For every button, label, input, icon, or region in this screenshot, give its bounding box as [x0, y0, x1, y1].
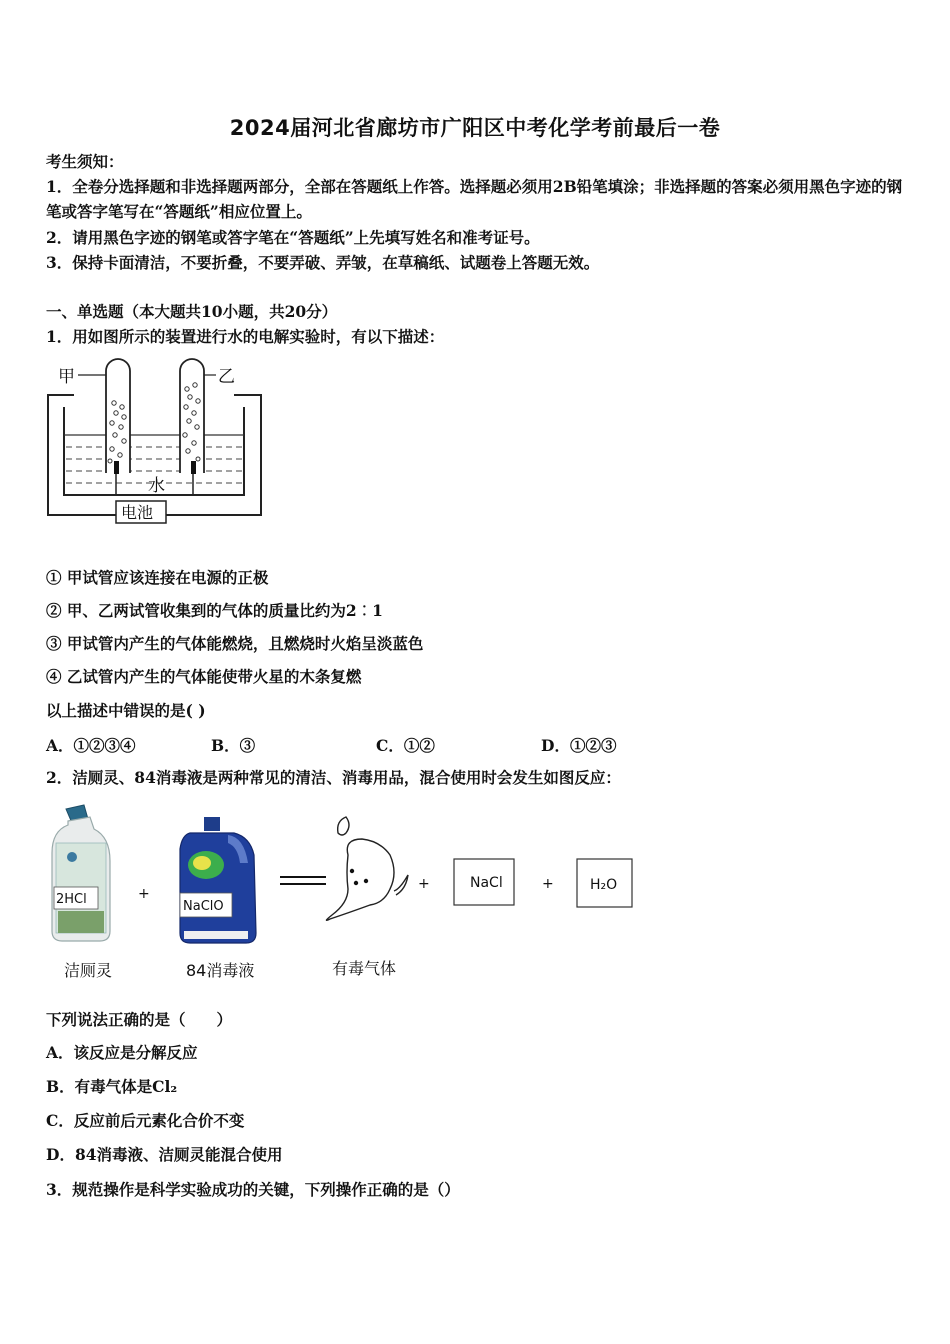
q1-stem: 1．用如图所示的装置进行水的电解实验时，有以下描述： [46, 327, 445, 346]
q2-option-b[interactable]: B．有毒气体是Cl₂ [46, 1077, 178, 1096]
toxic-gas-drawing [326, 817, 408, 920]
water-label: H₂O [590, 877, 618, 893]
caption-toilet-cleaner: 洁厕灵 [64, 961, 113, 980]
q2-ask: 下列说法正确的是（ ） [46, 1010, 233, 1029]
page-title: 2024届河北省廊坊市广阳区中考化学考前最后一卷 [229, 116, 721, 140]
q3-stem: 3．规范操作是科学实验成功的关键，下列操作正确的是（） [46, 1180, 460, 1199]
q1-option-d[interactable]: D．①②③ [541, 736, 617, 755]
right-electrode [191, 461, 196, 474]
notice-item-3: 3．保持卡面清洁，不要折叠，不要弄破、弄皱，在草稿纸、试题卷上答题无效。 [46, 253, 600, 272]
bottle2-formula: NaClO [183, 899, 224, 914]
label-battery: 电池 [121, 503, 154, 522]
nacl-label: NaCl [470, 875, 503, 891]
q1-statement-1: ① 甲试管应该连接在电源的正极 [46, 568, 269, 587]
q1-ask: 以上描述中错误的是( ) [46, 701, 206, 720]
q1-option-b[interactable]: B．③ [211, 736, 256, 755]
q1-option-c[interactable]: C．①② [376, 736, 435, 755]
section-heading: 一、单选题（本大题共10小题，共20分） [46, 302, 338, 321]
caption-disinfectant: 84消毒液 [186, 961, 255, 980]
label-yi: 乙 [218, 367, 235, 387]
right-test-tube [180, 359, 204, 473]
notice-item-2: 2．请用黑色字迹的钢笔或答字笔在“答题纸”上先填写姓名和准考证号。 [46, 228, 540, 247]
toilet-cleaner-bottle [52, 805, 110, 941]
label-jia: 甲 [58, 367, 75, 387]
q2-option-a[interactable]: A．该反应是分解反应 [46, 1043, 198, 1062]
notice-item-1: 1．全卷分选择题和非选择题两部分，全部在答题纸上作答。选择题必须用2B铅笔填涂；非选择题的答案必须用黑色字迹的钢笔或答字笔写在“答题纸”相应位置上。 [46, 177, 903, 221]
q2-stem: 2．洁厕灵、84消毒液是两种常见的清洁、消毒用品，混合使用时会发生如图反应： [46, 768, 621, 787]
disinfectant-bottle [180, 817, 256, 943]
electrolysis-figure [44, 355, 266, 527]
caption-toxic-gas: 有毒气体 [332, 959, 397, 978]
left-electrode [114, 461, 119, 474]
notice-heading: 考生须知： [46, 152, 124, 171]
bottle1-formula: 2HCl [56, 892, 87, 907]
reaction-figure [44, 803, 644, 953]
plus-2: + [418, 876, 430, 892]
q2-option-c[interactable]: C．反应前后元素化合价不变 [46, 1111, 245, 1130]
q2-option-d[interactable]: D．84消毒液、洁厕灵能混合使用 [46, 1145, 283, 1164]
plus-1: + [138, 886, 150, 902]
q1-statement-2: ② 甲、乙两试管收集到的气体的质量比约为2︰1 [46, 601, 383, 620]
q1-option-a[interactable]: A．①②③④ [46, 736, 136, 755]
q1-statement-3: ③ 甲试管内产生的气体能燃烧，且燃烧时火焰呈淡蓝色 [46, 634, 424, 653]
plus-3: + [542, 876, 554, 892]
label-water: 水 [148, 476, 165, 496]
q1-statement-4: ④ 乙试管内产生的气体能使带火星的木条复燃 [46, 667, 362, 686]
